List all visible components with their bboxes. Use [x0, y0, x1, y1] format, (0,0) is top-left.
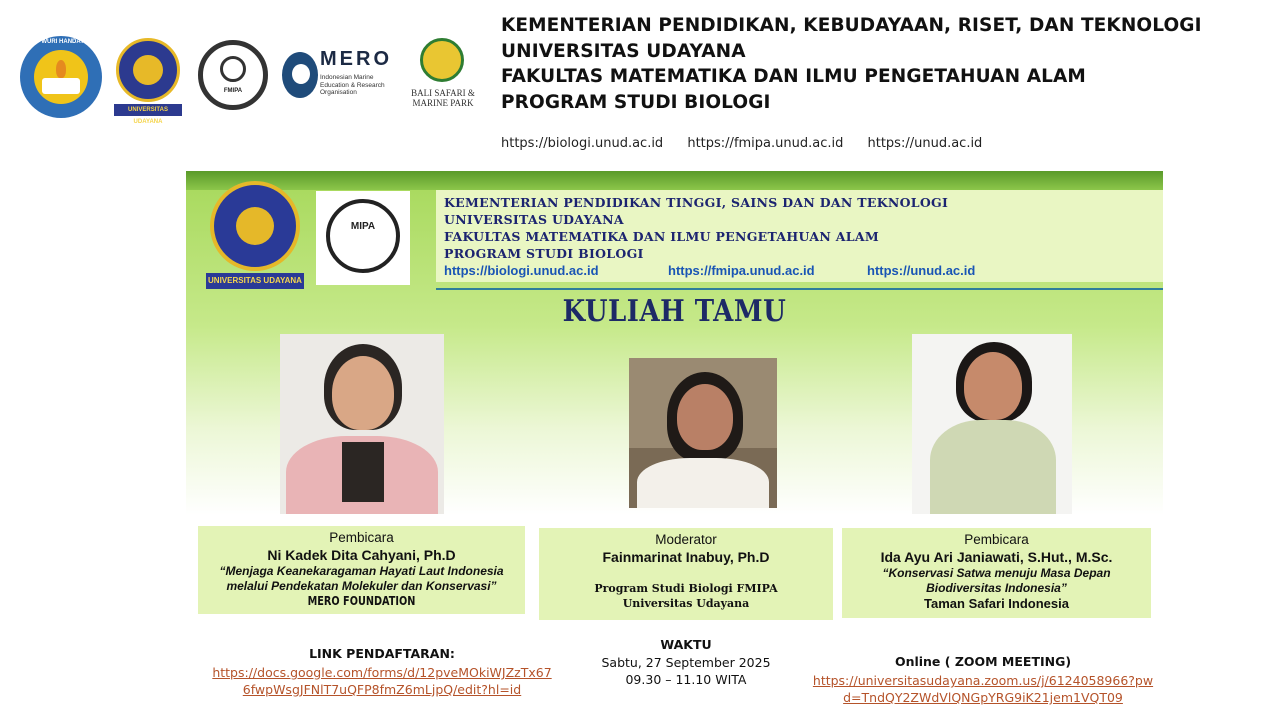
zoom-section: [806, 654, 1160, 706]
moderator-role: Moderator: [655, 532, 717, 547]
schedule-date: Sabtu, 27 September 2025: [601, 655, 771, 670]
poster-header-line: KEMENTERIAN PENDIDIKAN TINGGI, SAINS DAN DAN TEKNOLOGI: [444, 195, 949, 210]
speaker-2-org: Taman Safari Indonesia: [924, 596, 1069, 611]
schedule-section: [596, 637, 776, 688]
poster-top-bar: [186, 171, 1163, 190]
registration-link[interactable]: https://docs.google.com/forms/d/12pveMOkiWJZzTx67: [212, 665, 552, 680]
poster-header-line: FAKULTAS MATEMATIKA DAN ILMU PENGETAHUAN ALAM: [444, 229, 879, 244]
speaker-2-card: [842, 528, 1151, 618]
link-unud[interactable]: https://unud.ac.id: [867, 136, 983, 151]
registration-section: [196, 646, 568, 698]
speaker-1-card: [198, 526, 525, 614]
speaker-2-role: Pembicara: [964, 532, 1029, 547]
speaker-1-photo: [280, 334, 444, 514]
poster-link-unud[interactable]: https://unud.ac.id: [867, 263, 976, 278]
moderator-card: [539, 528, 833, 620]
event-poster: [186, 171, 1163, 515]
link-biologi[interactable]: https://biologi.unud.ac.id: [501, 136, 664, 151]
fmipa-logo-text: FMIPA: [223, 88, 243, 94]
unud-logo-text: UNIVERSITAS UDAYANA: [114, 104, 182, 116]
zoom-link[interactable]: https://universitasudayana.zoom.us/j/6124058966?pw: [812, 673, 1154, 688]
zoom-link-cont[interactable]: d=TndQY2ZWdVlQNGpYRG9iK21jem1VQT09: [843, 690, 1123, 705]
poster-divider: [436, 288, 1163, 290]
tutwuri-text: TUT WURI HANDAYANI: [28, 39, 94, 45]
poster-mipa-word: MIPA: [350, 221, 376, 232]
speaker-1-org: MERO FOUNDATION: [307, 594, 416, 608]
fmipa-logo: [194, 36, 272, 114]
header-links: [501, 136, 1002, 151]
tut-wuri-handayani-logo: [20, 36, 102, 118]
moderator-org-line-2: Universitas Udayana: [622, 597, 750, 610]
poster-link-biologi[interactable]: https://biologi.unud.ac.id: [444, 263, 599, 278]
institution-header: [501, 13, 1261, 115]
bali-safari-text: BALI SAFARI & MARINE PARK: [411, 88, 475, 108]
poster-unud-logo: [206, 181, 304, 289]
moderator-photo: [629, 358, 777, 508]
speaker-2-topic-line-2: Biodiversitas Indonesia”: [926, 581, 1067, 595]
speaker-2-topic-line-1: “Konservasi Satwa menuju Masa Depan: [882, 566, 1111, 580]
speaker-1-topic-line-2: melalui Pendekatan Molekuler dan Konservasi”: [226, 579, 497, 593]
speaker-2-photo: [912, 334, 1072, 514]
bali-safari-logo: [408, 38, 478, 118]
poster-unud-text: UNIVERSITAS UDAYANA: [206, 273, 304, 289]
mero-foundation-logo: [282, 48, 398, 104]
speaker-1-name: Ni Kadek Dita Cahyani, Ph.D: [267, 547, 456, 563]
event-title: KULIAH TAMU: [562, 294, 787, 330]
poster-header-line: PROGRAM STUDI BIOLOGI: [444, 246, 644, 261]
header-line: FAKULTAS MATEMATIKA DAN ILMU PENGETAHUAN ALAM: [501, 66, 1086, 87]
universitas-udayana-logo: [114, 38, 182, 125]
speaker-1-topic-line-1: “Menjaga Keanekaragaman Hayati Laut Indonesia: [219, 564, 504, 578]
speaker-2-name: Ida Ayu Ari Janiawati, S.Hut., M.Sc.: [880, 549, 1113, 565]
zoom-label: Online ( ZOOM MEETING): [894, 654, 1072, 669]
registration-link-cont[interactable]: 6fwpWsgJFNlT7uQFP8fmZ6mLjpQ/edit?hl=id: [242, 682, 522, 697]
header-line: PROGRAM STUDI BIOLOGI: [501, 91, 771, 113]
speaker-1-role: Pembicara: [329, 530, 394, 545]
mero-word: MERO: [320, 48, 392, 70]
registration-label: LINK PENDAFTARAN:: [309, 646, 455, 661]
poster-mipa-logo: [316, 191, 410, 285]
schedule-time: 09.30 – 11.10 WITA: [625, 672, 747, 687]
schedule-label: WAKTU: [660, 637, 712, 652]
moderator-name: Fainmarinat Inabuy, Ph.D: [602, 549, 770, 565]
poster-header-line: UNIVERSITAS UDAYANA: [444, 212, 624, 227]
header-line: UNIVERSITAS UDAYANA: [501, 40, 746, 62]
moderator-org-line-1: Program Studi Biologi FMIPA: [594, 582, 778, 595]
poster-link-fmipa[interactable]: https://fmipa.unud.ac.id: [668, 263, 815, 278]
header-line: KEMENTERIAN PENDIDIKAN, KEBUDAYAAN, RISET, DAN TEKNOLOGI: [501, 15, 1202, 36]
mero-sub: Indonesian Marine Education & Research Organisation: [320, 74, 385, 96]
link-fmipa[interactable]: https://fmipa.unud.ac.id: [687, 136, 844, 151]
